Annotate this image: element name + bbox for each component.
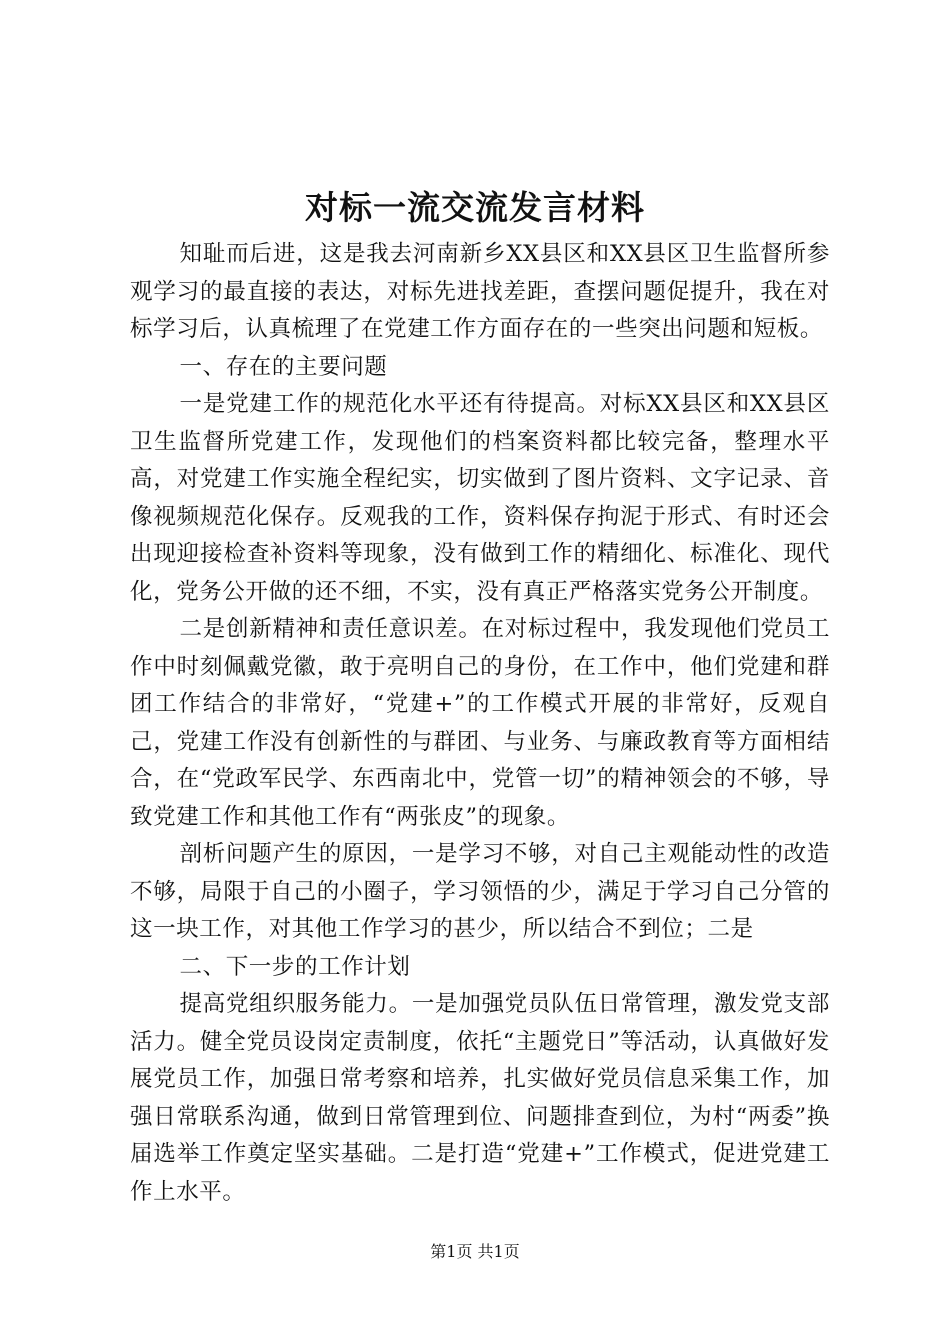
paragraph-intro: 知耻而后进，这是我去河南新乡XX县区和XX县区卫生监督所参观学习的最直接的表达，对标先进找差距，查摆问题促提升，我在对标学习后，认真梳理了在党建工作方面存在的一些突出问题和短板。 bbox=[130, 241, 830, 342]
section-heading-plan: 二、下一步的工作计划 bbox=[179, 953, 411, 980]
section-heading-problems: 一、存在的主要问题 bbox=[179, 353, 388, 380]
paragraph-cause-analysis: 剖析问题产生的原因，一是学习不够，对自己主观能动性的改造不够，局限于自己的小圈子，学习领悟的少，满足于学习自己分管的这一块工作，对其他工作学习的甚少，所以结合不到位；二是 bbox=[130, 841, 830, 942]
paragraph-problem-two: 二是创新精神和责任意识差。在对标过程中，我发现他们党员工作中时刻佩戴党徽，敢于亮明自己的身份，在工作中，他们党建和群团工作结合的非常好，“党建+”的工作模式开展的非常好，反观自己，党建工作没有创新性的与群团、与业务、与廉政教育等方面相结合，在“党政军民学、东西南北中，党管一切”的精神领会的不够，导致党建工作和其他工作有“两张皮”的现象。 bbox=[130, 616, 830, 830]
paragraph-plan: 提高党组织服务能力。一是加强党员队伍日常管理，激发党支部活力。健全党员设岗定责制度，依托“主题党日”等活动，认真做好发展党员工作，加强日常考察和培养，扎实做好党员信息采集工作，加强日常联系沟通，做到日常管理到位、问题排查到位，为村“两委”换届选举工作奠定坚实基础。二是打造“党建+”工作模式，促进党建工作上水平。 bbox=[130, 991, 830, 1205]
document-title: 对标一流交流发言材料 bbox=[305, 188, 645, 227]
page-number-footer: 第1页 共1页 bbox=[430, 1242, 520, 1261]
paragraph-problem-one: 一是党建工作的规范化水平还有待提高。对标XX县区和XX县区卫生监督所党建工作，发现他们的档案资料都比较完备，整理水平高，对党建工作实施全程纪实，切实做到了图片资料、文字记录、音像视频规范化保存。反观我的工作，资料保存拘泥于形式、有时还会出现迎接检查补资料等现象，没有做到工作的精细化、标准化、现代化，党务公开做的还不细，不实，没有真正严格落实党务公开制度。 bbox=[130, 391, 830, 605]
document-body bbox=[130, 236, 830, 1211]
